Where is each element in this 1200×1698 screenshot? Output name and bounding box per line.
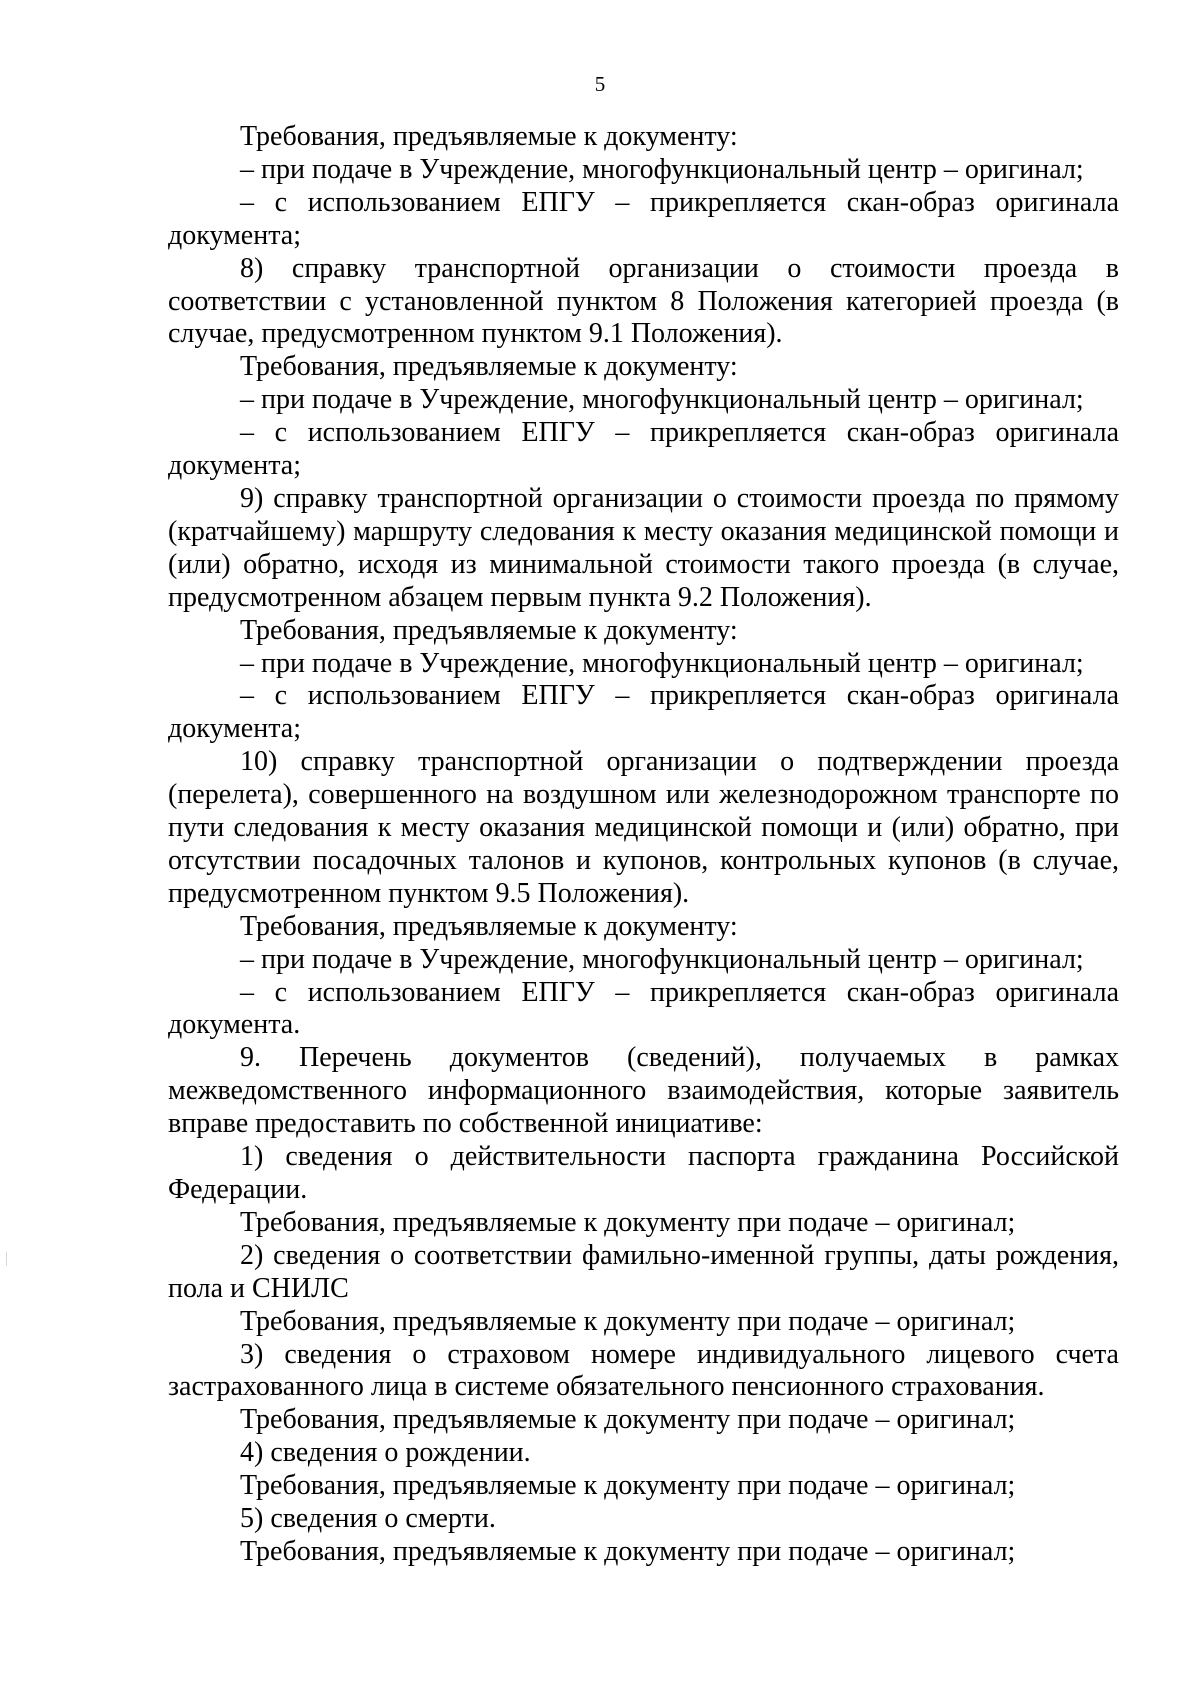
scan-margin-mark — [6, 1252, 7, 1266]
paragraph-requirements-heading: Требования, предъявляемые к документу: — [240, 121, 738, 152]
paragraph-item-10: 10) справку транспортной организации о подтверждении проезда (перелета), совершенного на воздушном или железнодорожном транспорте по пути следования к месту оказания медицинской помощи и (или) обратно, при отсутствии посадочных талонов и купонов, контрольных купонов (в случае, предусмотренном пунктом 9.5 Положения). — [168, 746, 1119, 909]
paragraph-requirement-office: – при подаче в Учреждение, многофункциональный центр – оригинал; — [240, 153, 1084, 185]
page-number: 5 — [594, 72, 606, 96]
paragraph-requirements-heading: Требования, предъявляемые к документу: — [240, 351, 738, 383]
paragraph-item-9: 9) справку транспортной организации о стоимости проезда по прямому (кратчайшему) маршруту следования к месту оказания медицинской помощи и (или) обратно, исходя из минимальной стоимости такого проезда (в случае, предусмотренном абзацем первым пункта 9.2 Положения). — [168, 482, 1119, 613]
paragraph-requirement-epgu: – с использованием ЕПГУ – прикрепляется скан-образ оригинала документа; — [168, 186, 1119, 251]
paragraph-requirements-heading: Требования, предъявляемые к документу: — [240, 614, 738, 646]
paragraph-requirement-original: Требования, предъявляемые к документу при подаче – оригинал; — [240, 1470, 1016, 1502]
paragraph-requirement-office: – при подаче в Учреждение, многофункциональный центр – оригинал; — [240, 384, 1084, 416]
paragraph-requirement-original: Требования, предъявляемые к документу при подаче – оригинал; — [240, 1305, 1016, 1337]
document-body — [168, 121, 1119, 1569]
paragraph-info-2: 2) сведения о соответствии фамильно-именной группы, даты рождения, пола и СНИЛС — [168, 1239, 1119, 1304]
paragraph-requirement-epgu: – с использованием ЕПГУ – прикрепляется скан-образ оригинала документа; — [168, 417, 1119, 482]
paragraph-info-1: 1) сведения о действительности паспорта гражданина Российской Федерации. — [168, 1141, 1119, 1205]
paragraph-requirements-heading: Требования, предъявляемые к документу: — [240, 910, 738, 942]
paragraph-info-5: 5) сведения о смерти. — [240, 1503, 496, 1535]
paragraph-requirement-epgu: – с использованием ЕПГУ – прикрепляется скан-образ оригинала документа. — [168, 976, 1119, 1041]
paragraph-section-9: 9. Перечень документов (сведений), получаемых в рамках межведомственного информационного взаимодействия, которые заявитель вправе предоставить по собственной инициативе: — [168, 1042, 1119, 1140]
paragraph-info-4: 4) сведения о рождении. — [240, 1437, 531, 1469]
paragraph-requirement-epgu: – с использованием ЕПГУ – прикрепляется скан-образ оригинала документа; — [168, 680, 1119, 745]
paragraph-item-8: 8) справку транспортной организации о стоимости проезда в соответствии с установленной пунктом 8 Положения категорией проезда (в случае, предусмотренном пунктом 9.1 Положения). — [168, 252, 1119, 350]
paragraph-requirement-original: Требования, предъявляемые к документу при подаче – оригинал; — [240, 1535, 1016, 1567]
paragraph-requirement-original: Требования, предъявляемые к документу при подаче – оригинал; — [240, 1404, 1016, 1436]
paragraph-requirement-original: Требования, предъявляемые к документу при подаче – оригинал; — [240, 1206, 1016, 1238]
paragraph-requirement-office: – при подаче в Учреждение, многофункциональный центр – оригинал; — [240, 647, 1084, 679]
paragraph-info-3: 3) сведения о страховом номере индивидуального лицевого счета застрахованного лица в системе обязательного пенсионного страхования. — [168, 1338, 1119, 1403]
paragraph-requirement-office: – при подаче в Учреждение, многофункциональный центр – оригинал; — [240, 943, 1084, 975]
